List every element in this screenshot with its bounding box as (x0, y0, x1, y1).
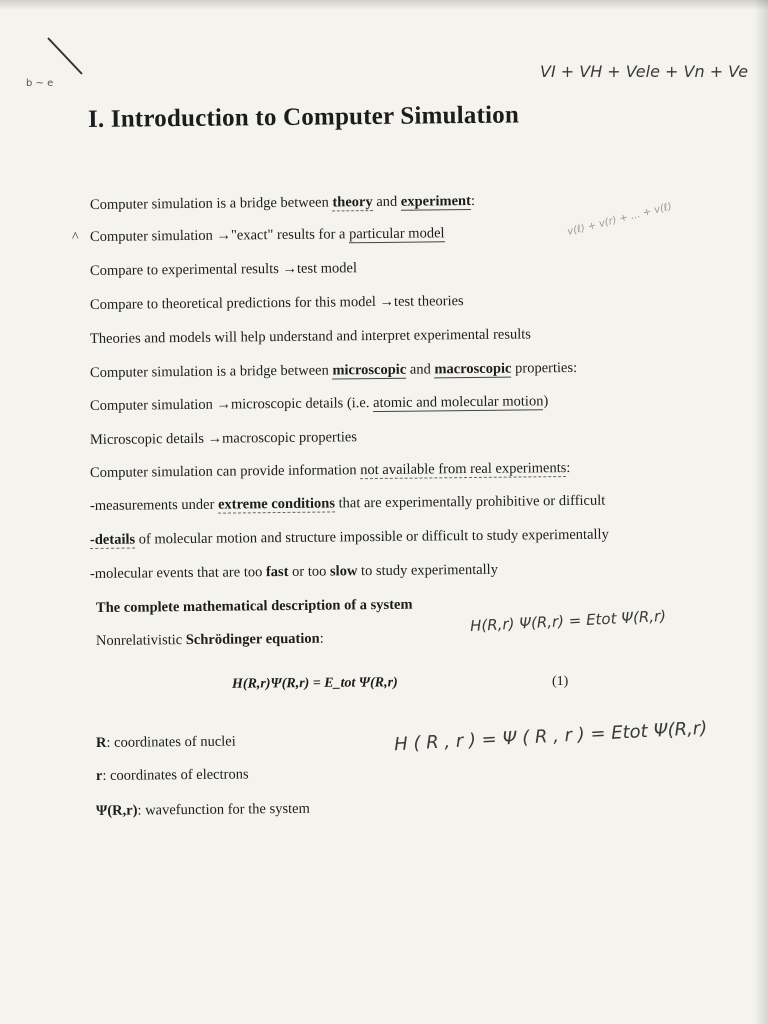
definition-wavefunction: Ψ(R,r): wavefunction for the system (95, 800, 310, 819)
text-line-4: Compare to theoretical predictions for this model →test theories (89, 293, 464, 313)
scan-shadow-right (754, 0, 768, 1024)
page-title: I. Introduction to Computer Simulation (87, 101, 520, 133)
definition-electrons: r: coordinates of electrons (95, 766, 249, 784)
handwritten-faint-note: v(ℓ) + v(r) + ... + v(ℓ) (566, 201, 674, 238)
text-line-9: Computer simulation can provide information not available from real experiments: (89, 459, 571, 481)
text-line-7: Computer simulation →microscopic details (i.e. atomic and molecular motion) (89, 393, 549, 414)
equation-number: (1) (552, 674, 569, 689)
text-line-2: Computer simulation →"exact" results for a particular model (89, 225, 445, 245)
text-line-6: Computer simulation is a bridge between microscopic and macroscopic properties: (89, 359, 578, 381)
text-line-11: -details of molecular motion and structure impossible or difficult to study experimentally (89, 526, 609, 548)
text-line-1: Computer simulation is a bridge between theory and experiment: (89, 192, 476, 213)
margin-caret-mark: ^ (72, 230, 79, 245)
text-line-12: -molecular events that are too fast or too slow to study experimentally (89, 561, 499, 582)
text-line-5: Theories and models will help understand and interpret experimental results (89, 326, 531, 347)
schrodinger-equation: H(R,r)Ψ(R,r) = E_tot Ψ(R,r) (231, 675, 398, 692)
text-line-10: -measurements under extreme conditions that are experimentally prohibitive or difficult (89, 492, 606, 514)
handwritten-scribble-top-left: b ~ e (26, 78, 54, 89)
section-heading-math-description: The complete mathematical description of a system (95, 596, 413, 616)
handwritten-equation-note-2: H ( R , r ) = Ψ ( R , r ) = Etot Ψ(R,r) (393, 717, 708, 756)
handwritten-note-top-right: VI + VH + Vele + Vn + Ve (540, 62, 749, 81)
scan-shadow-top (0, 0, 768, 10)
handwritten-equation-note-1: H(R,r) Ψ(R,r) = Etot Ψ(R,r) (469, 606, 667, 636)
pen-stroke-mark (40, 30, 90, 80)
text-line-schrodinger: Nonrelativistic Schrödinger equation: (95, 630, 324, 649)
text-line-3: Compare to experimental results →test model (89, 260, 358, 279)
definition-nuclei: R: coordinates of nuclei (95, 733, 236, 751)
text-line-8: Microscopic details →macroscopic properties (89, 429, 358, 448)
